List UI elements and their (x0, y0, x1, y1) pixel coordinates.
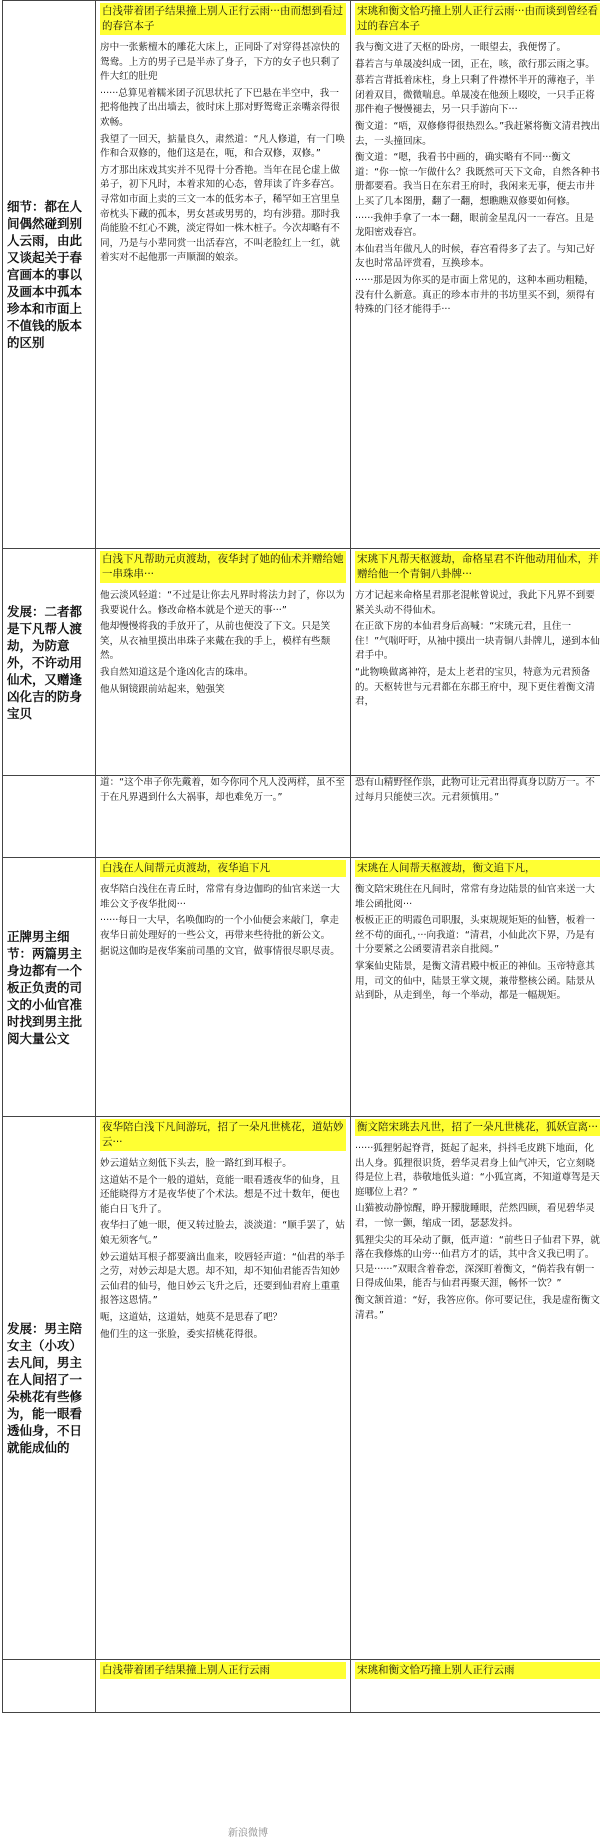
right-paragraph: 在正欲下房的本仙君身后高喊：“宋珧元君，且住一住！”气喘吁吁，从袖中摸出一块青铜八卦牌儿，递到本仙君手中。 (355, 621, 600, 662)
left-paragraph: ······每日一大早，名唤伽昀的一个小仙便会来敲门，拿走夜华日前处理好的一些公文，再带来些待批的新公文。 (100, 915, 339, 941)
left-header: 白浅带着团子结果撞上别人正行云雨···由而想到看过的春宫本子 (100, 3, 346, 35)
left-cell (96, 549, 351, 776)
left-cell (96, 1, 351, 549)
table-row (3, 776, 600, 858)
left-cell (96, 776, 351, 858)
left-paragraph: 道：“这个串子你先戴着，如今你同个凡人没两样，虽不至于在凡界遇到什么大祸事，却也难免万一。” (100, 777, 345, 803)
row-label-text: 细节：都在人间偶然碰到别人云雨，由此又谈起关于春宫画本的事以及画本中孤本珍本和市面上不值钱的版本的区别 (7, 199, 83, 350)
row-label (3, 858, 96, 1117)
row-label (3, 1660, 96, 1713)
right-header: 宋珧在人间帮天枢渡劫，衡文追下凡， (355, 860, 600, 877)
left-paragraph: 他从铜镜跟前站起来，勉强笑 (100, 683, 225, 695)
right-cell (351, 1, 600, 549)
left-header: 白浅带着团子结果撞上别人正行云雨 (100, 1662, 346, 1679)
row-label-text: 发展：二者都是下凡帮人渡劫，为防意外，不许动用仙术，又赠逢凶化吉的防身宝贝 (7, 603, 83, 721)
left-paragraph: 呃，这道姑，这道姑，她莫不是思春了吧？ (100, 1311, 283, 1323)
right-paragraph: ······我伸手拿了一本一翻，眼前金星乱闪一一春宫。且是龙阳密戏春宫。 (355, 212, 594, 239)
right-paragraph: 慕若言背抵着床柱，身上只剩了件襟怀半开的薄袍子，半闭着双目，微微喘息。单晟凌在他颈上啜咬，一只手正将那件袍子慢慢褪去，另一只手游向下··· (355, 75, 595, 116)
left-paragraph: 房中一张紫檀木的雕花大床上，正同卧了对穿得甚凉快的鸳鸯。上方的男子已是半赤了身子，下方的女子也只剩了件大红的肚兜 (100, 42, 340, 83)
row-label-text: 正牌男主细节：两篇男主身边都有一个板正负责的司文的小仙官准时找到男主批阅大量公文 (7, 928, 83, 1046)
comparison-table (2, 0, 600, 1713)
right-cell (351, 549, 600, 776)
row-label-text: 发展：男主陪女主（小攻）去凡间，男主在人间招了一朵桃花有些修为，能一眼看透仙身，不日就能成仙的 (7, 1321, 83, 1455)
left-paragraph: 他们生的这一张脸，委实招桃花得很。 (100, 1328, 264, 1340)
right-cell (351, 776, 600, 858)
right-cell (351, 858, 600, 1117)
right-paragraph: 掌案仙史陆景，是衡文清君殿中板正的神仙。玉帝特意其用，司文的仙中，陆景王掌文规，兼带整核公函。陆景从站到卧，从走到坐，每一个举动，都是一幅规矩。 (355, 960, 595, 1002)
left-paragraph: 方才那出床戏其实并不见得十分香艳。当年在昆仑虚上做弟子，初下凡时，本着求知的心态，曾拜读了许多春宫。寻常如市面上卖的三文一本的低劣本子，稀罕如王宫里皇帝枕头下藏的孤本，男女甚或男男的，均有涉猎。那时我尚能脸不红心不跳，淡定得如一株木桩子。今次却略有不同，乃是与小辈同赏一出活春宫，不叫老脸红上一红，就着实对不起他那一声顺溜的娘亲。 (100, 164, 340, 264)
table-row (3, 858, 600, 1117)
right-paragraph: “此物唤做离神符，是太上老君的宝贝，特意为元君预备的。天枢转世与元君都在东郡王府中，现下更住着衡文清君， (355, 666, 595, 708)
left-cell (96, 1117, 351, 1660)
table-row (3, 549, 600, 776)
left-paragraph: 我望了一回天，掂量良久，肃然道：“凡人修道，有一门唤作和合双修的，他们这是在，呃，和合双修，双修。” (100, 133, 345, 160)
left-cell (96, 1660, 351, 1713)
right-header: 宋珧和衡文恰巧撞上别人正行云雨···由而谈到曾经看过的春宫本子 (355, 3, 600, 35)
right-paragraph: 衡文道：“唔，双修修得很热烈么。”我赶紧将衡文清君拽出去，一头撞回床。 (355, 120, 600, 147)
left-paragraph: 他云淡风轻道：“不过是让你去凡界时将法力封了，你以为我要说什么。修改命格本就是个逆天的事···” (100, 590, 345, 616)
table-row (3, 1117, 600, 1660)
right-paragraph: 狐狸尖尖的耳朵动了颤，低声道：“前些日子仙君下界，就落在我修炼的山旁···仙君方才的话，其中含义我已明了。只是······”双眼含着眷恋，深深盯着衡文，“倘若我有朝一日得成仙果，能否与仙君再聚天涯，畅怀一饮？” (355, 1234, 600, 1290)
right-paragraph: 衡文道：“嗯，我看书中画的，确实略有不同···衡文道：“你一惊一乍做什么？我既然可天下文命，自然各种书册都要看。我当日在东君王府时，我闲来无事，便去市井上买了几本图册，翻了一翻，想瞧瞧双修要如何修。 (355, 152, 600, 207)
table-row (3, 1660, 600, 1713)
right-paragraph: 板板正正的明霞色司职服，头束规规矩矩的仙簪，板着一丝不苟的面孔，···向我道：“清君，小仙此次下界，乃是有十分要紧之公函要清君亲自批阅。” (355, 915, 595, 956)
right-paragraph: ······狐狸躬起脊背，挺起了起来，抖抖毛皮跳下地面，化出人身。狐狸很识货，碧华灵君身上仙气冲天，它立刻晓得是位上君，恭敬地低头道：“小狐宣离，不知道尊驾是天庭哪位上君？” (355, 1143, 600, 1198)
left-header: 夜华陪白浅下凡间游玩，招了一朵凡世桃花，道姑妙云··· (100, 1119, 346, 1151)
row-label (3, 776, 96, 858)
row-label (3, 549, 96, 776)
right-header: 衡文陪宋珧去凡世，招了一朵凡世桃花，狐妖宣离··· (355, 1119, 600, 1136)
left-paragraph: 这道姑不是个一般的道姑，竟能一眼看透夜华的仙身，且还能晓得方才是夜华使了个术法。想是不过十数年，便也能白日飞升了。 (100, 1174, 340, 1215)
left-paragraph: 据说这伽昀是夜华案前司墨的文官，做事情很尽职尽责。 (100, 946, 340, 958)
left-paragraph: 夜华陪白浅住在青丘时，常常有身边伽昀的仙官来送一大堆公文予夜华批阅··· (100, 884, 340, 910)
right-paragraph: 暮若言与单晟凌纠成一团，正在，咳，欲行那云雨之事。 (355, 58, 595, 70)
left-paragraph: 妙云道姑耳根子都要滴出血来，咬唇轻声道：“仙君的举手之劳，对妙云却是大恩。却不知，却不知仙君能否告知妙云仙君的仙号，他日妙云飞升之后，还要到仙君府上重重报答这恩情。” (100, 1251, 345, 1307)
right-paragraph: 我与衡文进了天枢的卧房，一眼望去，我便愣了。 (355, 42, 567, 53)
right-paragraph: 本仙君当年做凡人的时候，春宫看得多了去了。与知己好友也时常品评赏看，互换珍本。 (355, 243, 595, 270)
right-header: 宋珧下凡帮天枢渡劫，命格星君不许他动用仙术，并赠给他一个青铜八卦牌··· (355, 551, 600, 583)
right-paragraph: 衡文陪宋珧住在凡间时，常常有身边陆景的仙官来送一大堆公函批阅··· (355, 884, 595, 910)
right-cell (351, 1660, 600, 1713)
right-paragraph: 恐有山精野怪作祟，此物可让元君出得真身以防万一。不过每月只能使三次。元君须慎用。” (355, 777, 595, 803)
right-paragraph: 衡文颔首道：“好，我答应你。你可要记住，我是虚衔衡文清君。” (355, 1294, 600, 1321)
table-row (3, 1, 600, 549)
left-paragraph: 妙云道姑立刻低下头去，脸一路红到耳根子。 (100, 1158, 292, 1169)
right-paragraph: 山猫被动静惊醒，睁开朦胧睡眼，茫然四顾，看见碧华灵君，一惊一颤，缩成一团，瑟瑟发抖。 (355, 1203, 595, 1229)
right-paragraph: 方才记起来命格星君那老混帐曾说过，我此下凡界不到要紧关头动不得仙术。 (355, 590, 595, 616)
right-paragraph: ······那是因为你买的是市面上常见的，这种本画功粗糙，没有什么新意。真正的珍本市井的书坊里买不到，须得有特殊的门径才能得手··· (355, 274, 595, 316)
left-paragraph: 他却慢慢将我的手放开了，从前也便没了下文。只是笑笑，从衣袖里摸出串珠子来戴在我的手上，模样有些颓然。 (100, 621, 331, 662)
left-paragraph: ······总算见着糯米团子沉思状托了下巴悬在半空中，我一把将他拽了出出墙去，彼时床上那对野鸳鸯正亲嘴亲得很欢畅。 (100, 87, 340, 128)
left-paragraph: 我自然知道这是个逢凶化吉的珠串。 (100, 666, 254, 678)
row-label (3, 1117, 96, 1660)
row-label (3, 1, 96, 549)
left-cell (96, 858, 351, 1117)
watermark: 新浪微博 (228, 1824, 268, 1839)
left-header: 白浅在人间帮元贞渡劫，夜华追下凡 (100, 860, 346, 877)
left-paragraph: 夜华扫了她一眼，便又转过脸去，淡淡道：“顺手罢了，姑娘无须客气。” (100, 1220, 345, 1246)
right-cell (351, 1117, 600, 1660)
left-header: 白浅下凡帮助元贞渡劫，夜华封了她的仙术并赠给她一串珠串··· (100, 551, 346, 583)
right-header: 宋珧和衡文恰巧撞上别人正行云雨 (355, 1662, 600, 1679)
